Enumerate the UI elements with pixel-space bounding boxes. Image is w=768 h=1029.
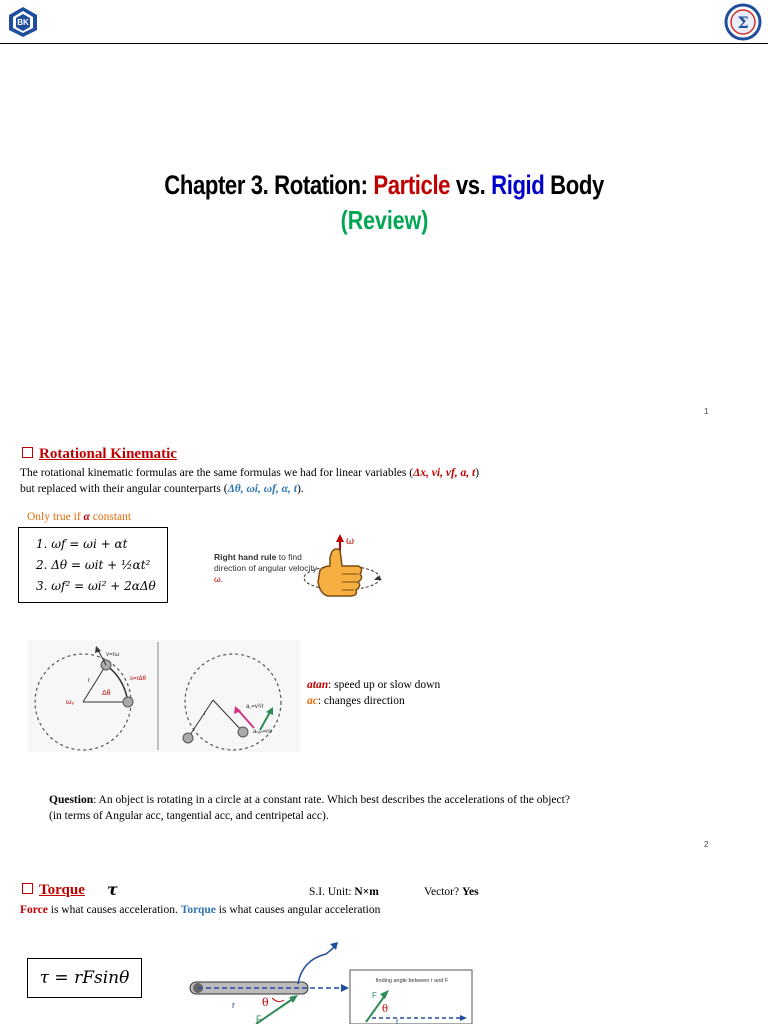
svg-text:r: r: [396, 1017, 399, 1024]
torque-formula-box: τ = rFsinθ: [27, 958, 142, 998]
page-number-1: 1: [704, 407, 709, 416]
torque-definition: Force is what causes acceleration. Torque is what causes angular acceleration: [20, 904, 381, 916]
circular-motion-diagrams: [28, 640, 300, 752]
equation-2: 2. Δθ = ωit + ½αt²: [36, 558, 151, 572]
slide-subtitle: (Review): [340, 205, 428, 235]
kinematic-equations-box: [18, 527, 168, 603]
svg-text:v=rω: v=rω: [106, 652, 120, 658]
svg-text:finding angle between r and F: [376, 978, 449, 984]
equation-1: 1. ωf = ωi + αt: [36, 537, 128, 551]
section-heading-torque: Torque: [22, 882, 85, 899]
svg-text:Σ: Σ: [737, 13, 749, 32]
svg-text:r: r: [204, 711, 206, 717]
svg-text:a꜀=v²/r: a꜀=v²/r: [246, 704, 264, 710]
intro-paragraph: The rotational kinematic formulas are the same formulas we had for linear variables (Δx, vi, vf, a, t) but replaced with their angular counterparts (Δθ, ωi, ωf, α, t).: [20, 467, 480, 495]
svg-text:r: r: [232, 1000, 235, 1010]
acceleration-notes: atan: speed up or slow down ac: changes direction: [307, 679, 441, 707]
svg-text:r: r: [88, 678, 90, 684]
svg-text:s=rΔθ: s=rΔθ: [130, 676, 146, 682]
header-divider: [0, 43, 768, 44]
svg-text:ω: ω: [346, 536, 355, 547]
svg-text:θ: θ: [262, 996, 269, 1009]
checkbox-square-icon: [22, 883, 33, 894]
svg-text:ω₀: ω₀: [66, 699, 75, 706]
svg-text:θ: θ: [382, 1004, 389, 1015]
svg-text:Δθ: Δθ: [102, 690, 111, 697]
torque-diagram: [186, 940, 476, 1024]
tau-symbol: τ: [107, 880, 118, 899]
svg-text:F: F: [256, 1014, 262, 1024]
question-paragraph: Question: An object is rotating in a circle at a constant rate. Which best describes the accelerations of the object? (in terms of Angular acc, tangential acc, and centripetal acc).: [49, 794, 570, 822]
svg-text:BK: BK: [17, 18, 29, 27]
vector-question: Vector? Yes: [424, 886, 479, 898]
faculty-logo: [724, 3, 762, 41]
svg-text:aₜₐₙ=rα: aₜₐₙ=rα: [253, 729, 272, 735]
finding-angle-text: finding angle between r and F: [375, 978, 449, 984]
only-true-note: Only true if α constant: [27, 511, 132, 523]
si-unit: S.I. Unit: N×m: [309, 886, 379, 898]
svg-text:F: F: [372, 991, 377, 1000]
right-hand-rule-caption: Right hand rule to find direction of angular velocity ω.: [214, 552, 318, 584]
equation-3: 3. ωf² = ωi² + 2αΔθ: [36, 579, 156, 593]
university-logo: [7, 6, 39, 38]
checkbox-square-icon: [22, 447, 33, 458]
slide-title: Chapter 3. Rotation: Particle vs. Rigid Body (Review): [164, 170, 604, 235]
thumbs-up-hand-illustration: [302, 530, 386, 616]
section-heading-rotational-kinematic: Rotational Kinematic: [22, 446, 177, 463]
page-number-2: 2: [704, 840, 709, 849]
